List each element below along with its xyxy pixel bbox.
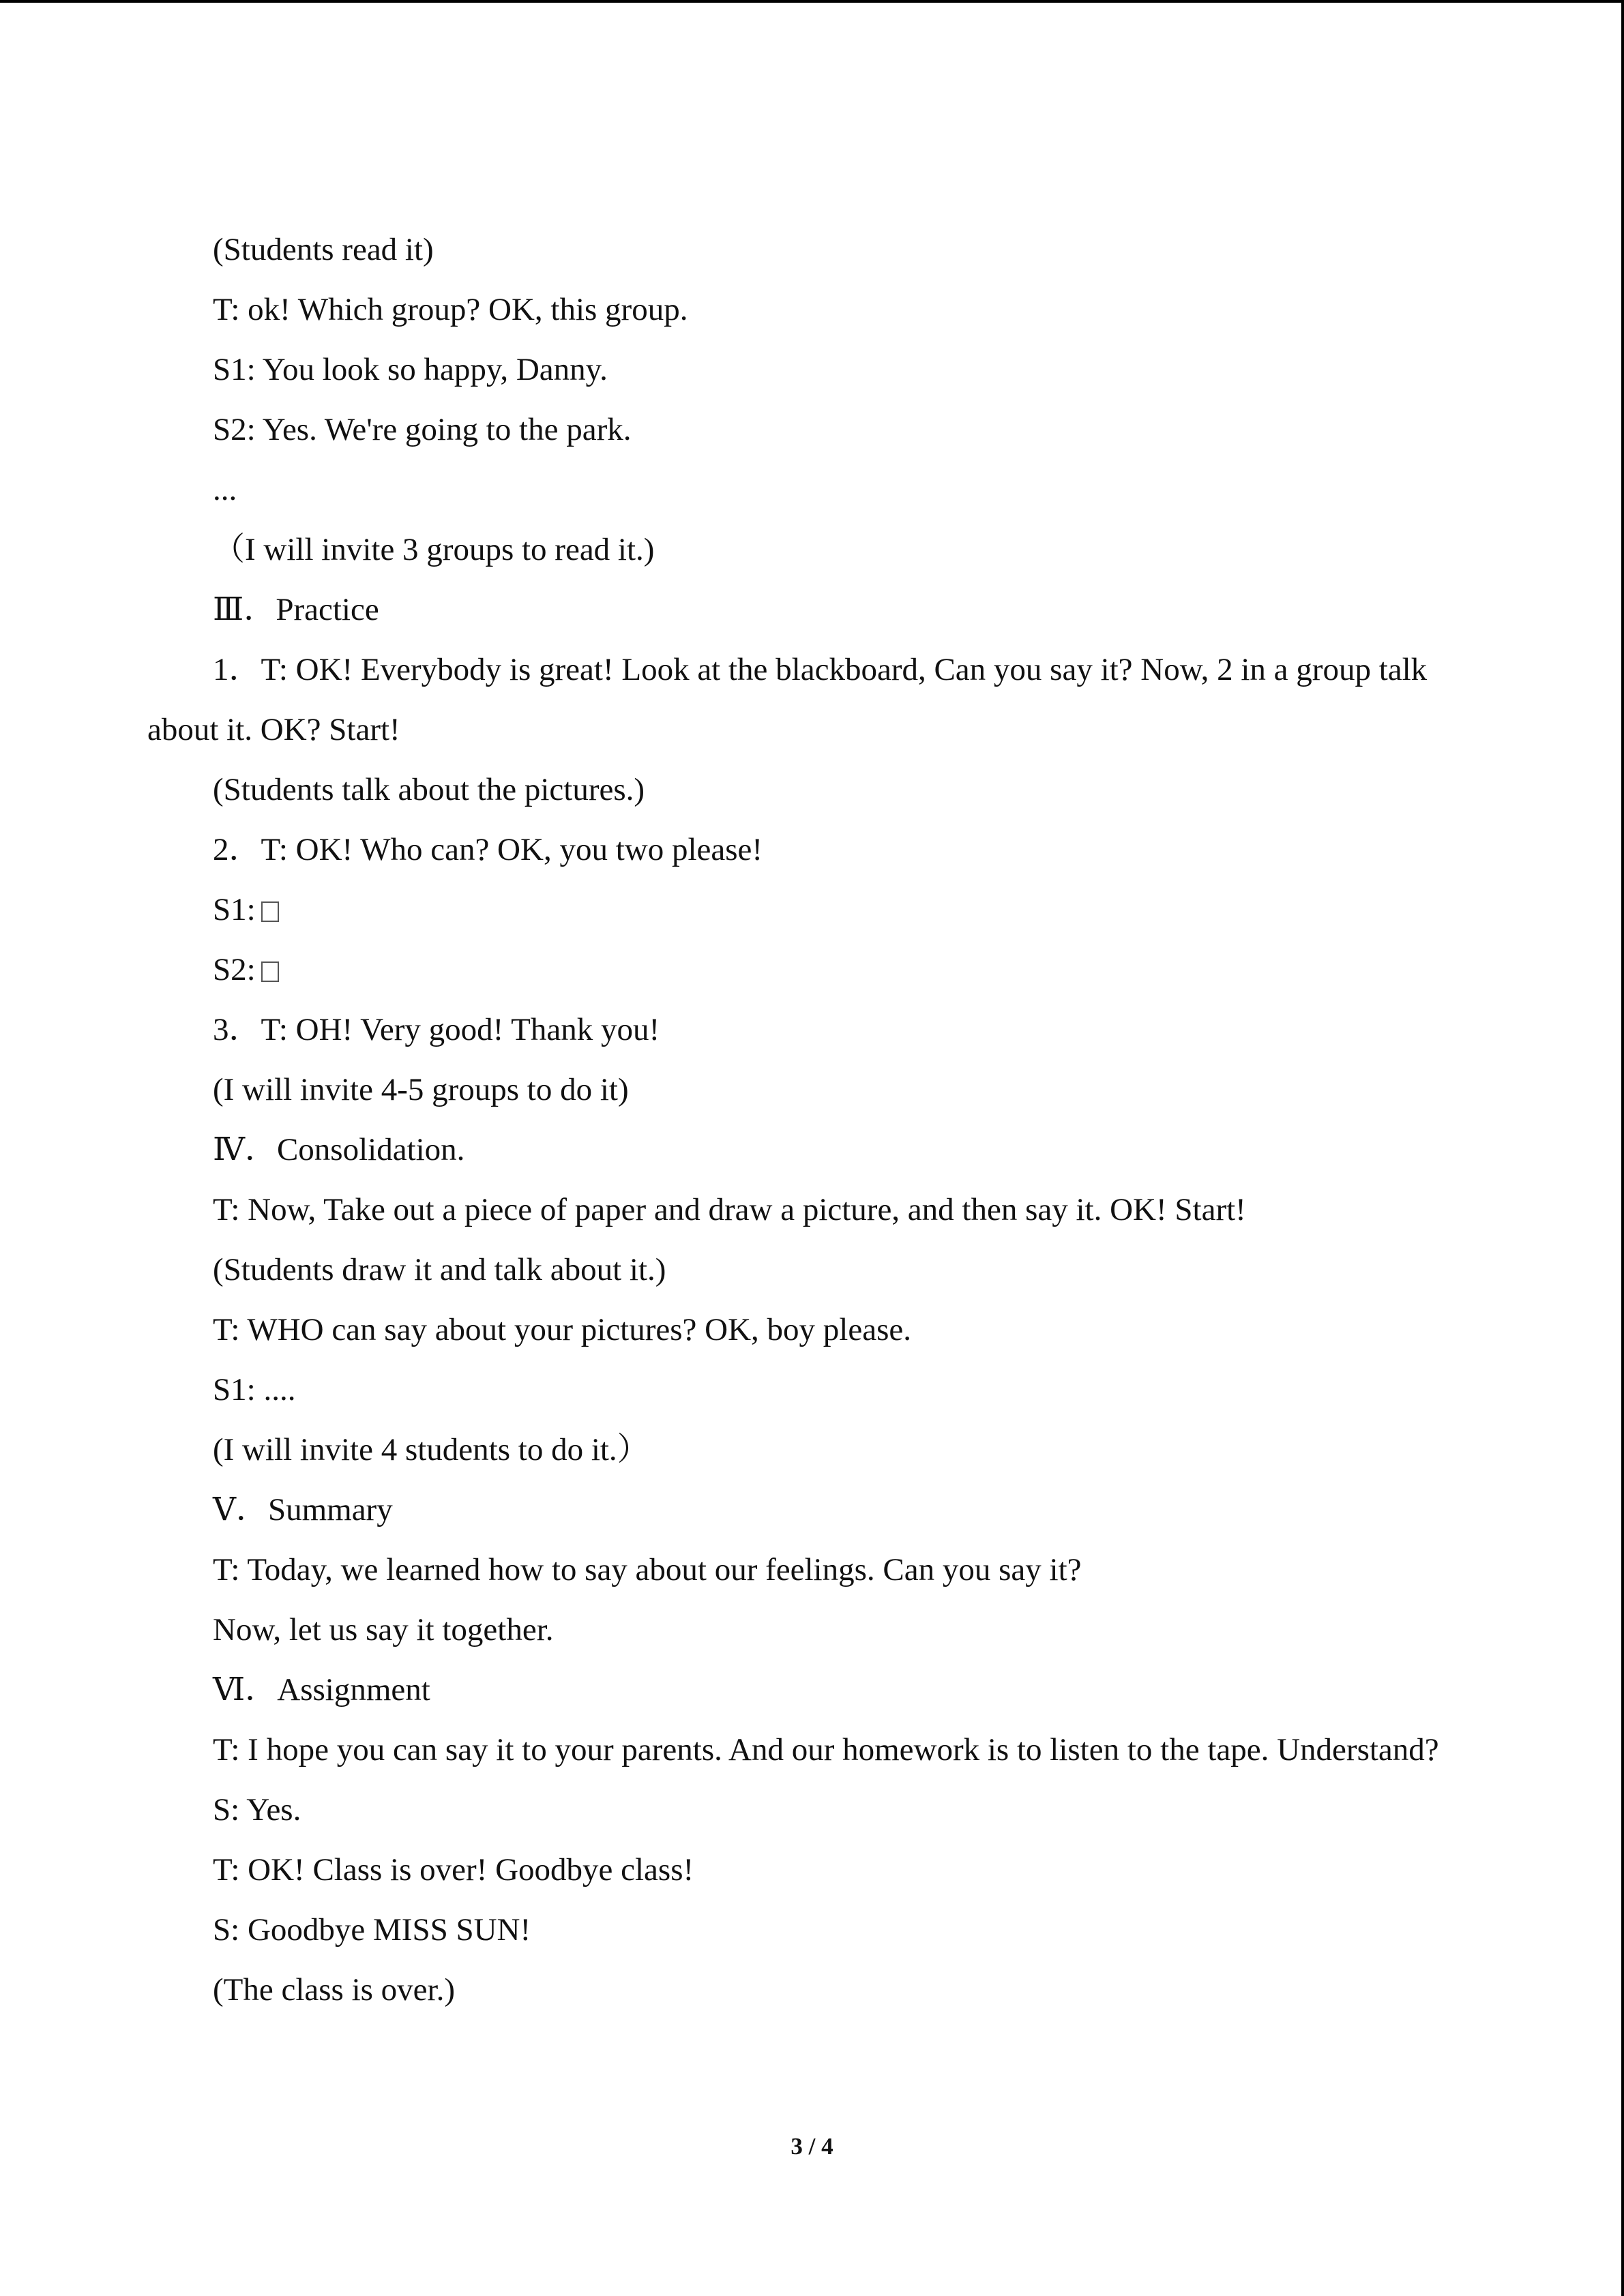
text-line: 2．T: OK! Who can? OK, you two please!: [213, 832, 763, 867]
speaker-label: S1:: [213, 892, 256, 927]
text-line: (Students read it): [213, 232, 434, 267]
text-line: ...: [213, 472, 237, 507]
document-body: [0, 220, 1624, 2020]
text-line: [0, 880, 1624, 940]
text-line: T: WHO can say about your pictures? OK, boy please.: [213, 1312, 911, 1347]
section-heading-practice: Ⅲ．Practice: [213, 592, 379, 627]
page-number: 3 / 4: [791, 2133, 833, 2160]
text-line: T: Now, Take out a piece of paper and draw a picture, and then say it. OK! Start!: [213, 1192, 1246, 1227]
text-line: S2: Yes. We're going to the park.: [213, 412, 632, 447]
text-line: Now, let us say it together.: [213, 1612, 554, 1648]
section-heading-assignment: Ⅵ．Assignment: [213, 1672, 430, 1708]
speaker-label: S2:: [213, 952, 256, 987]
placeholder-box-icon: [261, 961, 279, 982]
text-line: T: Today, we learned how to say about our feelings. Can you say it?: [213, 1552, 1082, 1587]
text-line: 1．T: OK! Everybody is great! Look at the blackboard, Can you say it? Now, 2 in a group talk: [213, 652, 1428, 687]
text-line: S1: ....: [213, 1372, 296, 1407]
text-line: [0, 940, 1624, 1000]
text-line: (The class is over.): [213, 1972, 456, 2008]
text-line: S: Yes.: [213, 1792, 301, 1828]
text-line: (I will invite 4 students to do it.）: [213, 1432, 649, 1467]
text-line: （I will invite 3 groups to read it.): [213, 532, 655, 567]
text-line: (I will invite 4-5 groups to do it): [213, 1072, 629, 1107]
text-line: (Students draw it and talk about it.): [213, 1252, 666, 1287]
text-line-continuation: about it. OK? Start!: [147, 712, 400, 747]
text-line: T: OK! Class is over! Goodbye class!: [213, 1852, 694, 1888]
text-line: (Students talk about the pictures.): [213, 772, 645, 807]
text-line: T: ok! Which group? OK, this group.: [213, 292, 688, 327]
section-heading-summary: Ⅴ．Summary: [213, 1492, 393, 1527]
text-line: 3．T: OH! Very good! Thank you!: [213, 1012, 660, 1047]
section-heading-consolidation: Ⅳ．Consolidation.: [213, 1132, 465, 1167]
placeholder-box-icon: [261, 901, 279, 922]
text-line: S: Goodbye MISS SUN!: [213, 1912, 531, 1948]
text-line: S1: You look so happy, Danny.: [213, 352, 608, 387]
text-line: T: I hope you can say it to your parents. And our homework is to listen to the tape. Understand?: [213, 1732, 1439, 1768]
